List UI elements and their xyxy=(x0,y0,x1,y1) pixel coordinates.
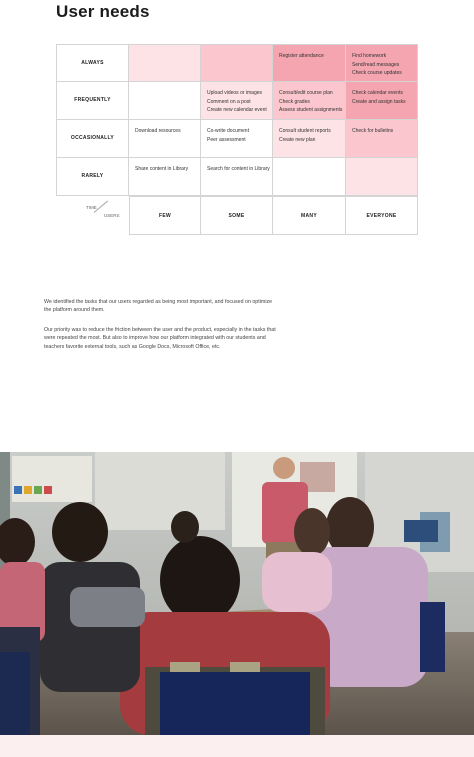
priority-paragraph: Our priority was to reduce the friction between the user and the product, especially in the tasks that were repeated the most. But also to improve how our platform integrated with our students and teachers favorite external tools, such as Google Docs, Microsoft Office, etc. xyxy=(44,327,276,350)
matrix-cell xyxy=(129,44,201,82)
matrix-cell xyxy=(346,82,418,120)
task-item: Create and assign tasks xyxy=(352,98,406,105)
task-item: Create new plan xyxy=(279,136,316,143)
matrix-cell xyxy=(346,120,418,158)
axis-corner xyxy=(56,196,129,235)
task-item: Create new calendar event xyxy=(207,107,267,113)
matrix-axis-row xyxy=(56,196,418,235)
task-item: Send/read messages xyxy=(352,61,400,68)
matrix-cell xyxy=(129,120,201,158)
footer-band xyxy=(0,735,474,757)
matrix-row-always xyxy=(56,44,418,82)
matrix-row-frequently xyxy=(56,82,418,120)
task-item: Check grades xyxy=(279,98,310,105)
matrix-cell xyxy=(273,120,346,158)
matrix-cell xyxy=(273,82,346,120)
task-item: Register attendance xyxy=(279,53,324,59)
row-label: RARELY xyxy=(56,158,129,196)
task-item: Check course updates xyxy=(352,70,402,76)
classroom-illustration xyxy=(0,452,474,735)
task-item: Check calendar events xyxy=(352,90,403,96)
row-label: FREQUENTLY xyxy=(56,82,129,120)
column-label: FEW xyxy=(129,196,201,235)
task-item: Download resources xyxy=(135,128,181,134)
task-item: Consult/edit course plan xyxy=(279,90,333,96)
task-item: Check for bulletins xyxy=(352,128,394,134)
matrix-cell xyxy=(201,158,273,196)
task-item: Peer assessment xyxy=(207,136,246,143)
classroom-photo xyxy=(0,452,474,735)
matrix-cell xyxy=(129,158,201,196)
matrix-cell xyxy=(346,158,418,196)
task-item: Search for content in Library xyxy=(207,166,270,172)
row-label: OCCASIONALLY xyxy=(56,120,129,158)
axis-users-label: USERS xyxy=(104,213,120,218)
matrix-cell xyxy=(201,82,273,120)
task-item: Comment on a post xyxy=(207,98,251,105)
axis-time-label: TIME xyxy=(86,205,97,210)
task-item: Share content in Library xyxy=(135,166,189,172)
row-label: ALWAYS xyxy=(56,44,129,82)
matrix-row-occasionally xyxy=(56,120,418,158)
matrix-row-rarely xyxy=(56,158,418,196)
matrix-cell xyxy=(273,158,346,196)
column-label: SOME xyxy=(201,196,273,235)
column-label: EVERYONE xyxy=(346,196,418,235)
intro-paragraph: We identified the tasks that our users regarded as being most important, and focused on optimize the platform around them. xyxy=(44,299,273,314)
matrix-cell xyxy=(346,44,418,82)
matrix-cell xyxy=(129,82,201,120)
task-item: Find homework xyxy=(352,53,387,59)
task-item: Consult student reports xyxy=(279,128,331,134)
page-title: User needs xyxy=(56,2,150,21)
column-label: MANY xyxy=(273,196,346,235)
task-item: Assess student assignments xyxy=(279,107,343,113)
matrix-cell xyxy=(201,120,273,158)
task-item: Upload videos or images xyxy=(207,90,263,96)
matrix-cell xyxy=(201,44,273,82)
matrix-cell xyxy=(273,44,346,82)
user-needs-matrix xyxy=(56,44,418,235)
task-item: Co-write document xyxy=(207,128,249,134)
